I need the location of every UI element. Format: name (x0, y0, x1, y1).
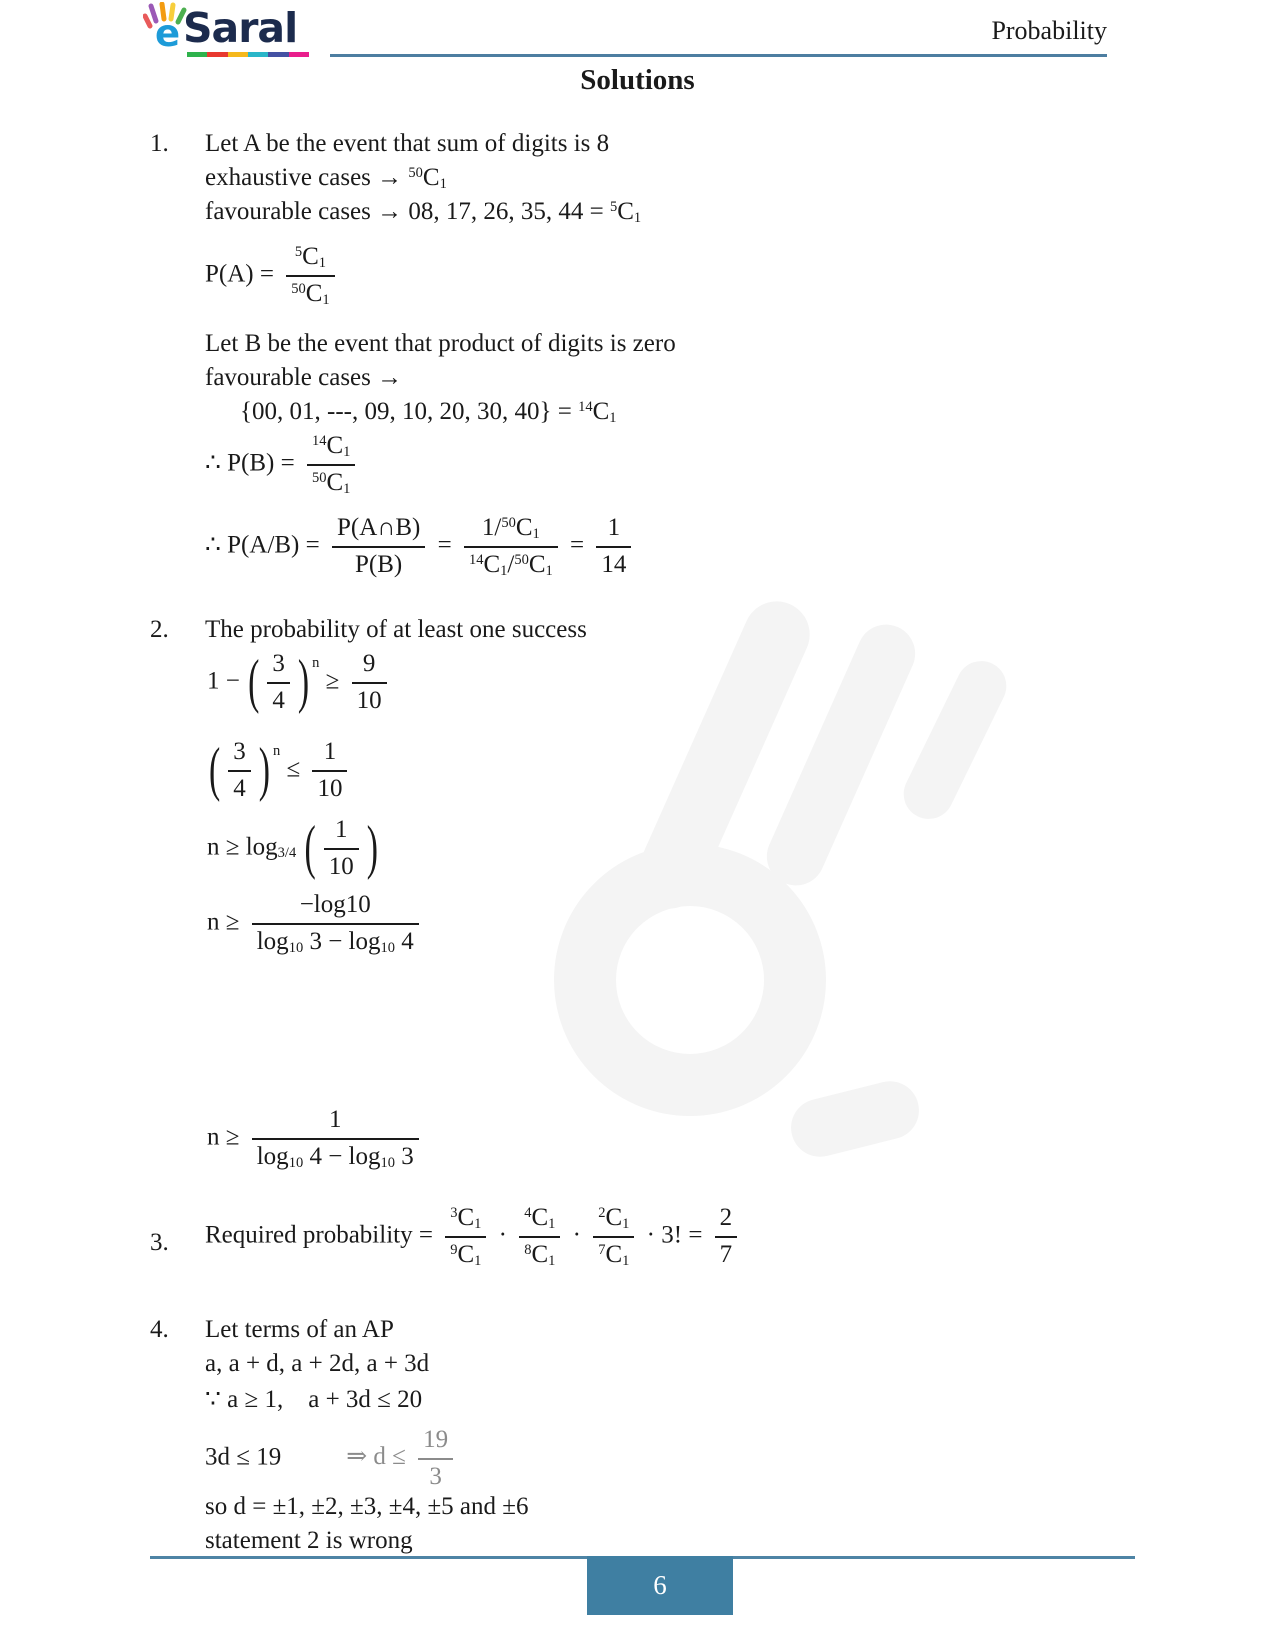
esaral-logo (147, 4, 337, 58)
solution-1-line-5: favourable cases → (205, 364, 403, 391)
solution-2-line-1: The probability of at least one success (205, 616, 587, 643)
solution-2-formula-1: 1 − ( $\frac{3}{4}$ ) $^n$ ≥ $\frac{9}{10}$ (207, 650, 393, 716)
header-divider (330, 54, 1107, 57)
solution-2-formula-4: n ≥ $\frac{-\log 10}{\log_{10} 3 - \log_{10} 4}$ (207, 891, 425, 957)
logo-underline (187, 52, 309, 57)
solution-1-line-2: exhaustive cases → $^{50}C_1$ (205, 164, 447, 192)
chapter-title: Probability (991, 16, 1107, 45)
solution-2-formula-5: n ≥ $\frac{1}{\log_{10} 4 - \log_{10} 3}$ (207, 1106, 425, 1172)
solution-4-line-5: statement 2 is wrong (205, 1527, 413, 1554)
solution-2-formula-2: ( $\frac{3}{4}$ ) $^n$ ≤ $\frac{1}{10}$ (207, 738, 353, 804)
solution-1-line-6: {00, 01, ---, 09, 10, 20, 30, $40\} = ^{14}C_1$ (240, 398, 617, 426)
solution-4-line-3: ∵ a ≥ 1, a + 3d ≤ 20 (205, 1386, 423, 1413)
solution-4-formula-d: 3d ≤ 19 ⇒ d ≤ $\frac{19}{3}$ (205, 1426, 459, 1492)
solution-1-formula-pb: ∴ P(B) = $\frac{^{14}C_1}{^{50}C_1}$ (205, 432, 361, 498)
solution-2-formula-3: $n \ge \log_{3/4}$ ( $\frac{1}{10}$ ) (207, 814, 378, 882)
logo-wordmark: Saral (183, 4, 298, 52)
solution-1-line-4: Let B be the event that product of digits is zero (205, 330, 676, 357)
solution-1-line-3: favourable cases → 08, 17, 26, 35, $44 = ^5C_1$ (205, 198, 642, 226)
solution-2-number: 2. (150, 616, 169, 643)
solution-1-formula-pa: P(A) = $\frac{^5C_1}{^{50}C_1}$ (205, 243, 341, 309)
solution-4-line-1: Let terms of an AP (205, 1316, 394, 1343)
solution-4-line-4: so d = ±1, ±2, ±3, ±4, ±5 and ±6 (205, 1493, 529, 1520)
page-number-badge: 6 (587, 1556, 733, 1615)
solution-1-line-1: Let A be the event that sum of digits is 8 (205, 130, 610, 157)
solution-3-formula: Required probability = $\frac{^3C_1}{^9C_1}$ · $\frac{^4C_1}{^8C_1}$ · $\frac{^2C_1}{^7C_1}$ · 3! = $\frac{2}{7}$ (205, 1204, 743, 1270)
watermark-hand-icon (540, 560, 1100, 1180)
solution-1-number: 1. (150, 130, 169, 157)
solution-1-formula-pab: ∴ P(A/B) = $\frac{P(A\cap B)}{P(B)}$ = $\frac{1/^{50}C_1}{^{14}C_1/^{50}C_1}$ = $\frac{1}{14}$ (205, 514, 637, 580)
solution-3-number: 3. (150, 1229, 169, 1256)
solution-4-number: 4. (150, 1316, 169, 1343)
solution-4-line-2: a, a + d, a + 2d, a + 3d (205, 1350, 430, 1377)
page-title: Solutions (580, 64, 695, 96)
logo-letter-e: e (155, 12, 181, 55)
